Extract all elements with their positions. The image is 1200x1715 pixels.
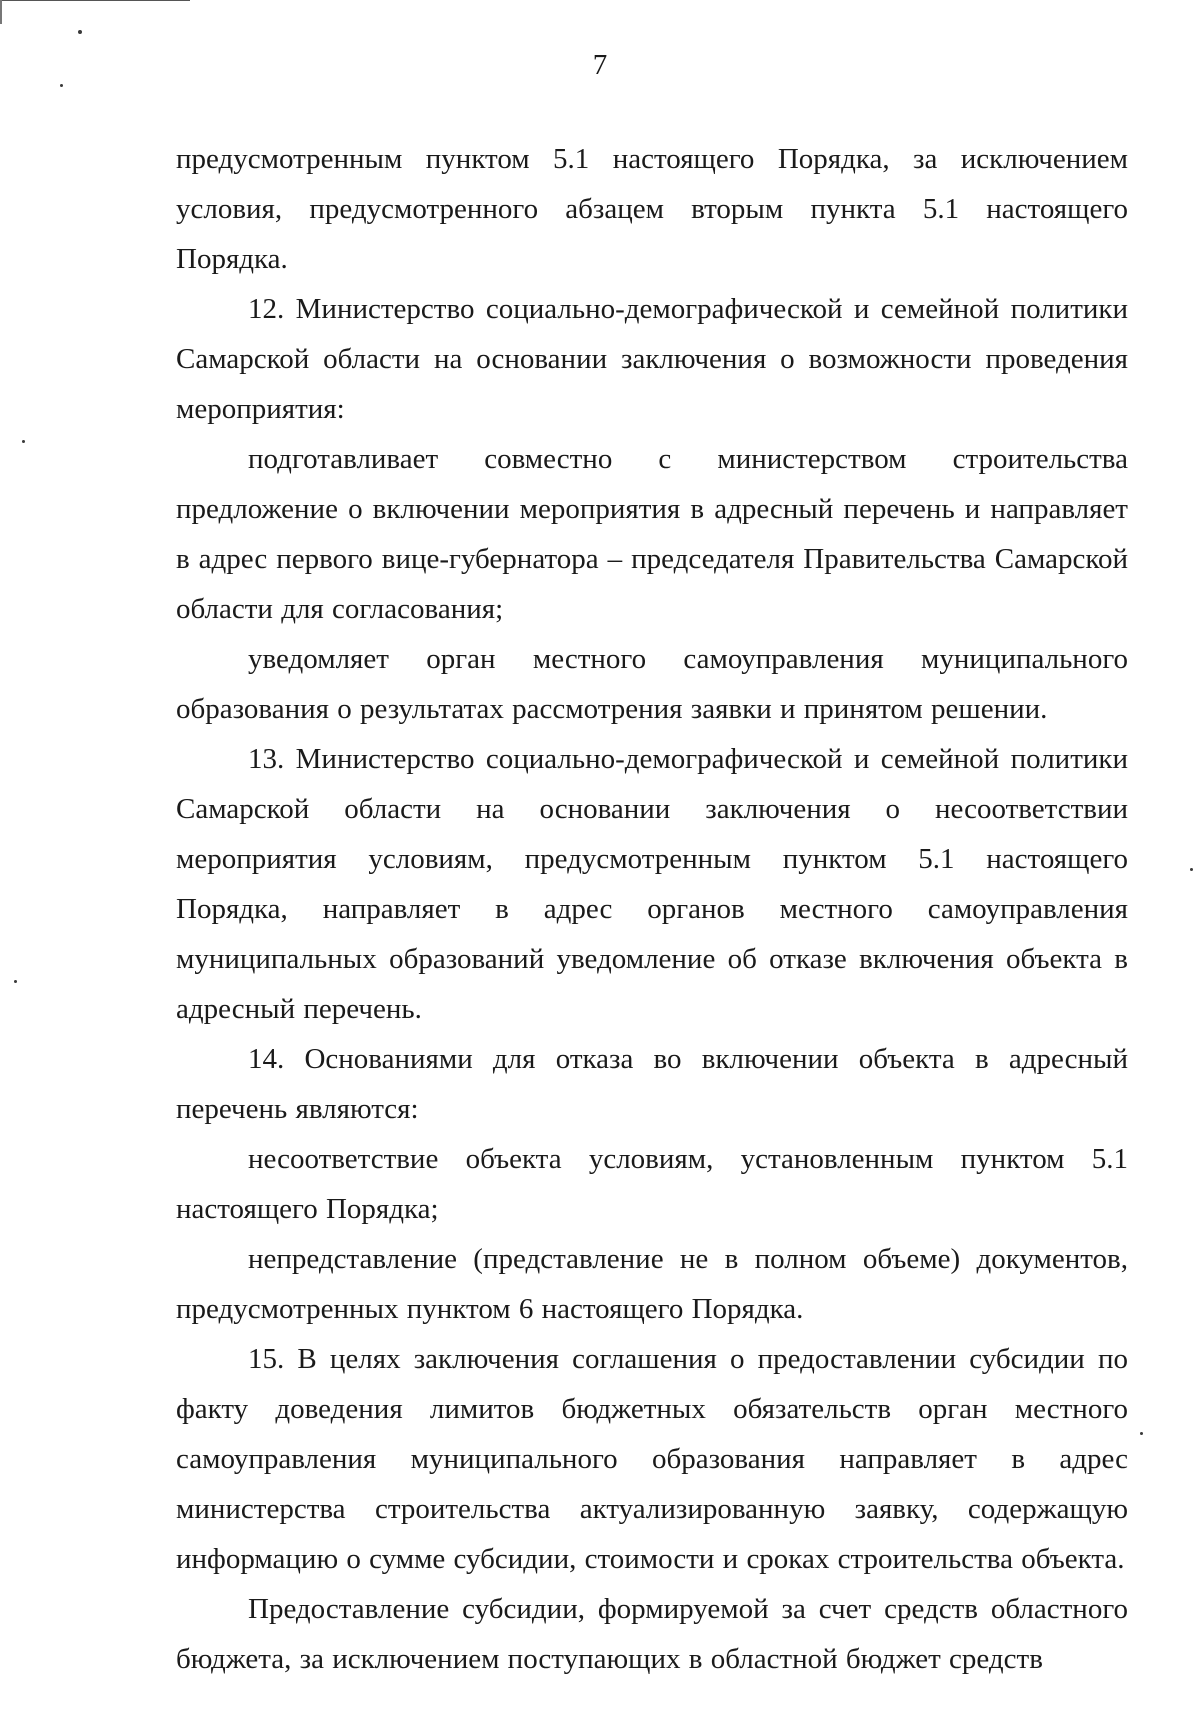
- scan-edge-tick: [0, 0, 2, 24]
- scan-speck: [14, 980, 17, 983]
- scan-speck: [60, 84, 63, 87]
- paragraph-item-15: 15. В целях заключения соглашения о предоставлении субсидии по факту доведения лимитов бюджетных обязательств орган местного самоуправления муниципального образования направляет в адрес министерства строительства актуализированную заявку, содержащую информацию о сумме субсидии, стоимости и сроках строительства объекта.: [176, 1343, 1128, 1575]
- page-number: 7: [592, 49, 608, 81]
- paragraph-notify-authority: уведомляет орган местного самоуправления муниципального образования о результатах рассмотрения заявки и принятом решении.: [176, 643, 1128, 725]
- document-body: [176, 134, 1128, 1684]
- paragraph-subsidy-provision: Предоставление субсидии, формируемой за счет средств областного бюджета, за исключением поступающих в областной бюджет средств: [176, 1593, 1128, 1675]
- paragraph-item-12: 12. Министерство социально-демографической и семейной политики Самарской области на основании заключения о возможности проведения мероприятия:: [176, 293, 1128, 425]
- scan-speck: [1190, 868, 1193, 871]
- paragraph-nonsubmission: непредставление (представление не в полном объеме) документов, предусмотренных пунктом 6 настоящего Порядка.: [176, 1243, 1128, 1325]
- paragraph-continuation: предусмотренным пунктом 5.1 настоящего Порядка, за исключением условия, предусмотренного абзацем вторым пункта 5.1 настоящего Порядка.: [176, 143, 1128, 275]
- scan-speck: [1140, 1432, 1143, 1435]
- scan-edge-line: [0, 0, 190, 1]
- scan-speck: [78, 30, 82, 34]
- paragraph-noncompliance: несоответствие объекта условиям, установленным пунктом 5.1 настоящего Порядка;: [176, 1143, 1128, 1225]
- scan-speck: [22, 440, 25, 443]
- paragraph-item-14: 14. Основаниями для отказа во включении объекта в адресный перечень являются:: [176, 1043, 1128, 1125]
- paragraph-prepare-proposal: подготавливает совместно с министерством строительства предложение о включении мероприятия в адресный перечень и направляет в адрес первого вице-губернатора – председателя Правительства Самарской области для согласования;: [176, 443, 1128, 625]
- paragraph-item-13: 13. Министерство социально-демографической и семейной политики Самарской области на основании заключения о несоответствии мероприятия условиям, предусмотренным пунктом 5.1 настоящего Порядка, направляет в адрес органов местного самоуправления муниципальных образований уведомление об отказе включения объекта в адресный перечень.: [176, 743, 1128, 1025]
